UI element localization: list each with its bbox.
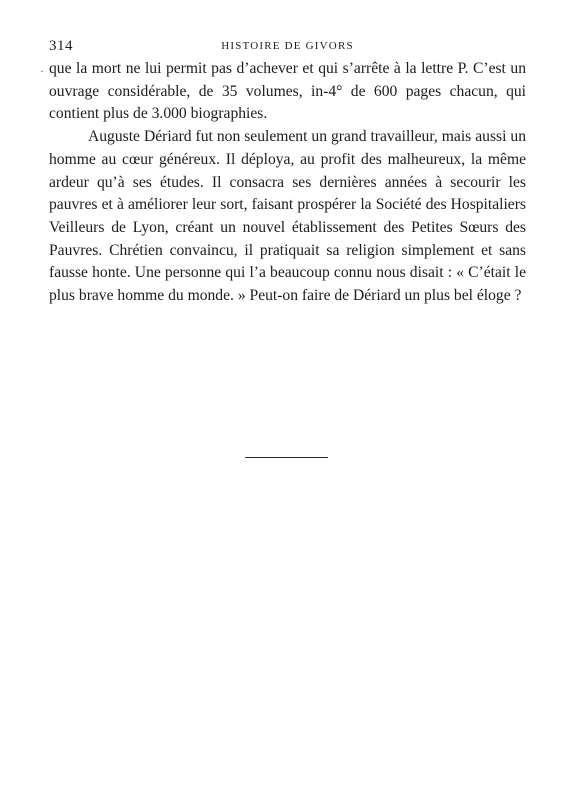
paragraph-continuation: que la mort ne lui permit pas d’achever et qui s’arrête à la lettre P. C’est un ouvrage considérable, de 35 volumes, in-4° de 600 pages chacun, qui contient plus de 3.000 biographies. — [49, 60, 526, 123]
body-text — [49, 58, 526, 308]
page-header — [49, 38, 526, 58]
running-title: HISTOIRE DE GIVORS — [221, 40, 354, 52]
page-number: 314 — [49, 38, 73, 54]
margin-mark: · — [40, 64, 44, 78]
paragraph-deriard-eulogy: Auguste Dériard fut non seulement un grand travailleur, mais aussi un homme au cœur généreux. Il déploya, au profit des malheureux, la même ardeur qu’à ses études. Il consacra ses dernières années à secourir les pauvres et à améliorer leur sort, faisant prospérer la Société des Hospitaliers Veilleurs de Lyon, créant un nouvel établissement des Petites Sœurs des Pauvres. Chrétien convaincu, il pratiquait sa religion simplement et sans fausse honte. Une personne qui l’a beaucoup connu nous disait : « C’était le plus brave homme du monde. » Peut-on faire de Dériard un plus bel éloge ? — [49, 128, 526, 305]
section-end-rule — [245, 457, 328, 458]
